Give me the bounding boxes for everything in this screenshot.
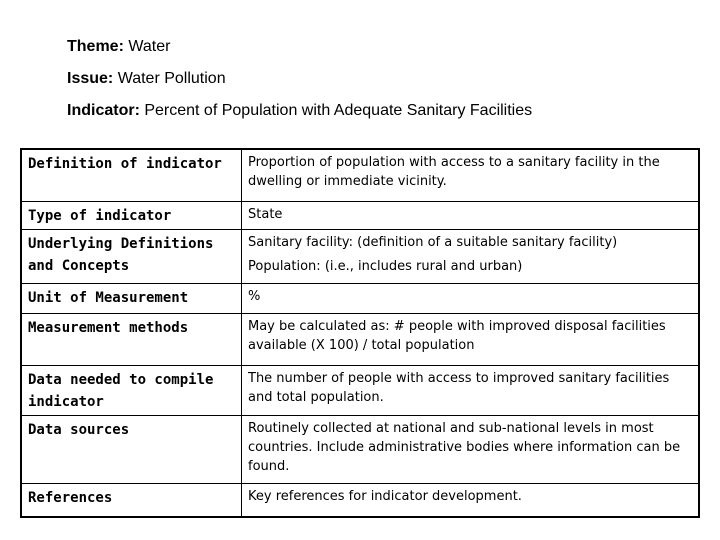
table-row bbox=[21, 415, 699, 483]
table-row bbox=[21, 365, 699, 415]
row-value-line: Population: (i.e., includes rural and urban) bbox=[248, 258, 523, 274]
indicator-value: Percent of Population with Adequate Sanitary Facilities bbox=[144, 102, 533, 119]
theme-label: Theme: bbox=[67, 38, 124, 55]
row-label: References bbox=[21, 483, 242, 517]
document-header bbox=[67, 38, 532, 134]
row-value: Key references for indicator development. bbox=[242, 483, 700, 517]
table-row bbox=[21, 313, 699, 365]
row-value-line: Sanitary facility: (definition of a suitable sanitary facility) bbox=[248, 234, 618, 250]
row-value bbox=[242, 229, 700, 283]
table-row bbox=[21, 283, 699, 313]
issue-line bbox=[67, 70, 532, 102]
row-value: % bbox=[242, 283, 700, 313]
row-label: Measurement methods bbox=[21, 313, 242, 365]
row-value: Routinely collected at national and sub-national levels in most countries. Include administrative bodies where information can be found. bbox=[242, 415, 700, 483]
table-row bbox=[21, 229, 699, 283]
row-label: Underlying Definitions and Concepts bbox=[21, 229, 242, 283]
row-value: May be calculated as: # people with improved disposal facilities available (X 100) / total population bbox=[242, 313, 700, 365]
row-label: Definition of indicator bbox=[21, 149, 242, 201]
theme-value: Water bbox=[128, 38, 171, 55]
indicator-label: Indicator: bbox=[67, 102, 140, 119]
row-label: Data needed to compile indicator bbox=[21, 365, 242, 415]
table-row bbox=[21, 149, 699, 201]
indicator-line bbox=[67, 102, 532, 134]
table-row bbox=[21, 483, 699, 517]
row-label: Data sources bbox=[21, 415, 242, 483]
indicator-table bbox=[20, 148, 700, 518]
table-row bbox=[21, 201, 699, 229]
row-value: The number of people with access to improved sanitary facilities and total population. bbox=[242, 365, 700, 415]
row-label: Unit of Measurement bbox=[21, 283, 242, 313]
issue-value: Water Pollution bbox=[117, 70, 226, 87]
row-value: State bbox=[242, 201, 700, 229]
theme-line bbox=[67, 38, 532, 70]
row-value: Proportion of population with access to a sanitary facility in the dwelling or immediate vicinity. bbox=[242, 149, 700, 201]
row-label: Type of indicator bbox=[21, 201, 242, 229]
issue-label: Issue: bbox=[67, 70, 114, 87]
